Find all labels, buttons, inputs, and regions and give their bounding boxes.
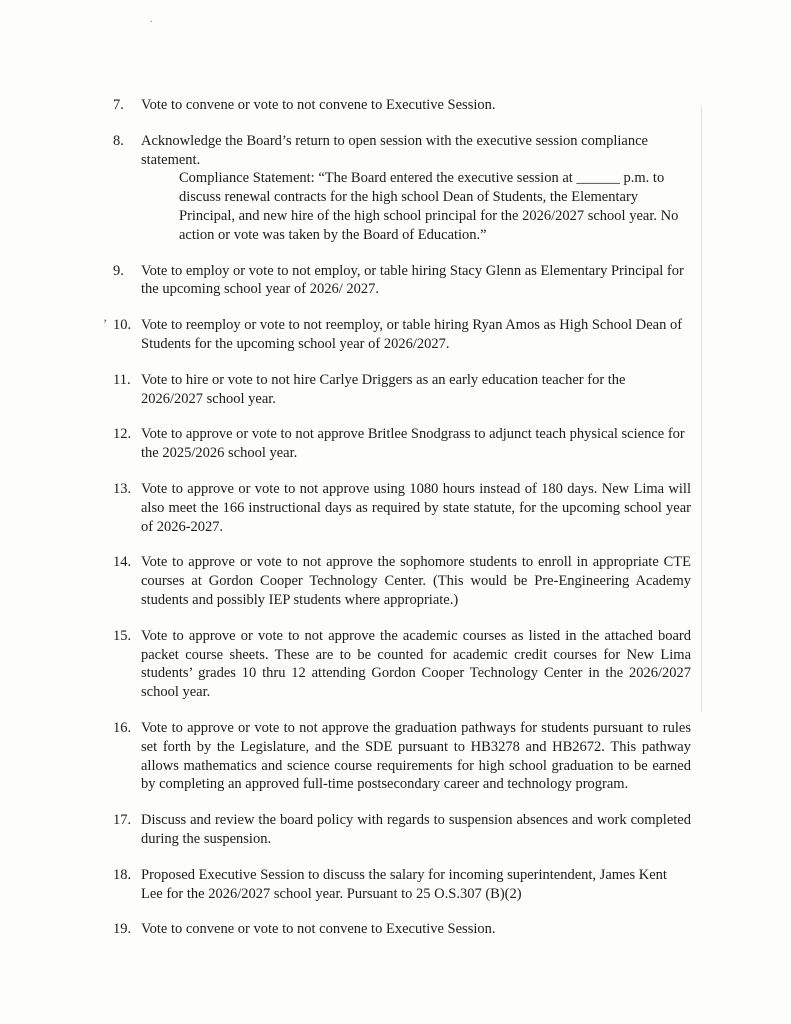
agenda-item-13	[113, 480, 691, 536]
item-number: 11.	[113, 371, 131, 388]
agenda-item-16	[113, 719, 691, 794]
item-number: 19.	[113, 921, 132, 938]
agenda-item-10	[113, 316, 691, 354]
item-text: Proposed Executive Session to discuss the salary for incoming superintendent, James Kent Lee for the 2026/2027 school year. Pursuant to 25 O.S.307 (B)(2)	[141, 866, 667, 902]
scan-artifact-dot: .	[150, 13, 153, 25]
item-number: 10.	[113, 317, 132, 334]
item-text: Vote to approve or vote to not approve Britlee Snodgrass to adjunct teach physical science for the 2025/2026 school year.	[141, 426, 685, 462]
item-number: 18.	[113, 866, 132, 883]
agenda-item-19	[113, 920, 691, 939]
item-text: Vote to reemploy or vote to not reemploy, or table hiring Ryan Amos as High School Dean of Students for the upcoming school year of 2026/2027.	[141, 317, 683, 352]
item-text: Vote to approve or vote to not approve using 1080 hours instead of 180 days. New Lima will also meet the 166 instructional days as required by state statute, for the upcoming school year of 2026-2027.	[141, 480, 691, 535]
agenda-list	[113, 96, 691, 939]
agenda-item-15	[113, 627, 691, 702]
item-number: 16.	[113, 719, 132, 736]
agenda-item-7	[113, 96, 691, 115]
item-text: Vote to convene or vote to not convene to Executive Session.	[141, 921, 496, 938]
agenda-item-18	[113, 866, 691, 904]
agenda-item-17	[113, 811, 691, 849]
item-text: Vote to hire or vote to not hire Carlye Driggers as an early education teacher for the 2026/2027 school year.	[141, 371, 626, 407]
item-number: 9.	[113, 262, 124, 279]
item-number: 14.	[113, 554, 132, 571]
item-number: 8.	[113, 132, 124, 149]
agenda-item-11	[113, 371, 691, 409]
item-number: 17.	[113, 812, 132, 829]
scan-artifact-mark: ’	[103, 316, 108, 331]
item-text: Vote to approve or vote to not approve the academic courses as listed in the attached board packet course sheets. These are to be counted for academic credit courses for New Lima students’ grades 10 thru 12 attending Gordon Cooper Technology Center in the 2026/2027 school year.	[141, 627, 691, 701]
agenda-item-14	[113, 553, 691, 609]
agenda-item-9	[113, 262, 691, 300]
agenda-item-8	[113, 132, 691, 245]
item-number: 7.	[113, 97, 124, 113]
scan-artifact-line	[701, 106, 702, 712]
item-text: Acknowledge the Board’s return to open session with the executive session compliance statement.	[141, 132, 648, 168]
item-number: 15.	[113, 627, 132, 644]
item-number: 13.	[113, 480, 132, 497]
item-text: Vote to convene or vote to not convene to Executive Session.	[141, 97, 496, 113]
agenda-item-12	[113, 425, 691, 463]
item-number: 12.	[113, 426, 132, 443]
item-text: Discuss and review the board policy with regards to suspension absences and work completed during the suspension.	[141, 812, 691, 847]
item-text: Vote to approve or vote to not approve the graduation pathways for students pursuant to rules set forth by the Legislature, and the SDE pursuant to HB3278 and HB2672. This pathway allows mathematics and science course requirements for high school graduation to be earned by completing an approved full-time postsecondary career and technology program.	[141, 719, 691, 793]
item-text: Vote to employ or vote to not employ, or table hiring Stacy Glenn as Elementary Principal for the upcoming school year of 2026/ 2027.	[141, 262, 684, 298]
item-body	[141, 132, 691, 245]
item-text: Vote to approve or vote to not approve the sophomore students to enroll in appropriate CTE courses at Gordon Cooper Technology Center. (This would be Pre-Engineering Academy students and possibly IEP students where appropriate.)	[141, 554, 691, 608]
compliance-statement: Compliance Statement: “The Board entered the executive session at ______ p.m. to discuss renewal contracts for the high school Dean of Students, the Elementary Principal, and new hire of the high school principal for the 2026/2027 school year. No action or vote was taken by the Board of Education.”	[179, 170, 679, 243]
